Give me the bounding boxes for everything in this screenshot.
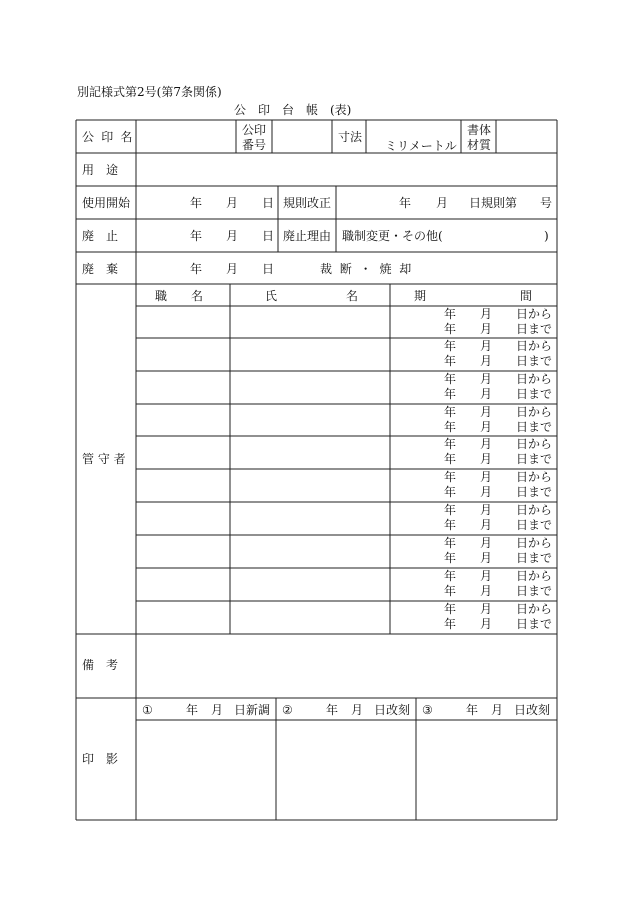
period-m-unit: 月: [480, 536, 493, 550]
seal-number-label-top: 公印: [242, 123, 267, 137]
size-label: 寸法: [338, 130, 363, 144]
period-m2-unit: 月: [480, 322, 493, 336]
impression-label: 印 影: [82, 752, 119, 766]
period-m-unit: 月: [480, 372, 493, 386]
start-of-use-label: 使用開始: [82, 196, 131, 210]
size-unit: ミリメートル: [385, 139, 457, 153]
period-from-unit: 日から: [516, 339, 553, 353]
period-from-unit: 日から: [516, 405, 553, 419]
period-to-unit: 日まで: [516, 551, 553, 565]
period-y-unit: 年: [444, 372, 457, 386]
period-m2-unit: 月: [480, 518, 493, 532]
period-from-unit: 日から: [516, 307, 553, 321]
period-m-unit: 月: [480, 470, 493, 484]
job-title-header: 職 名: [155, 289, 204, 303]
period-m-unit: 月: [480, 307, 493, 321]
period-m2-unit: 月: [480, 485, 493, 499]
revision-month-unit: 月: [436, 196, 449, 210]
period-y2-unit: 年: [444, 617, 457, 631]
period-to-unit: 日まで: [516, 322, 553, 336]
period-y-unit: 年: [444, 503, 457, 517]
period-y2-unit: 年: [444, 322, 457, 336]
material-label: 材質: [467, 138, 492, 152]
period-to-unit: 日まで: [516, 420, 553, 434]
font-style-label: 書体: [467, 123, 492, 137]
period-m-unit: 月: [480, 405, 493, 419]
impression-2-text: 日改刻: [374, 703, 411, 717]
abolish-year-unit: 年: [190, 229, 203, 243]
impression-2-year: 年: [326, 703, 339, 717]
abolish-day-unit: 日: [262, 229, 275, 243]
rule-revision-label: 規則改正: [283, 196, 332, 210]
period-m-unit: 月: [480, 602, 493, 616]
period-y-unit: 年: [444, 339, 457, 353]
period-to-unit: 日まで: [516, 617, 553, 631]
period-y2-unit: 年: [444, 485, 457, 499]
period-m-unit: 月: [480, 503, 493, 517]
period-m2-unit: 月: [480, 551, 493, 565]
period-m2-unit: 月: [480, 584, 493, 598]
period-y-unit: 年: [444, 602, 457, 616]
period-m2-unit: 月: [480, 354, 493, 368]
impression-2-number: ②: [282, 703, 293, 717]
impression-1-year: 年: [186, 703, 199, 717]
period-y2-unit: 年: [444, 551, 457, 565]
revision-rule-text: 日規則第: [469, 196, 518, 210]
period-from-unit: 日から: [516, 602, 553, 616]
period-y2-unit: 年: [444, 452, 457, 466]
name-header-first: 氏: [265, 289, 278, 303]
period-y-unit: 年: [444, 437, 457, 451]
period-y-unit: 年: [444, 307, 457, 321]
usage-label: 用 途: [82, 163, 119, 177]
start-year-unit: 年: [190, 196, 203, 210]
period-from-unit: 日から: [516, 536, 553, 550]
start-month-unit: 月: [226, 196, 239, 210]
period-to-unit: 日まで: [516, 584, 553, 598]
form-reference: 別記様式第2号(第7条関係): [77, 85, 222, 99]
start-day-unit: 日: [262, 196, 275, 210]
abolish-label: 廃 止: [82, 229, 119, 243]
custodian-label: 管 守 者: [82, 452, 126, 466]
period-to-unit: 日まで: [516, 452, 553, 466]
period-y-unit: 年: [444, 470, 457, 484]
abolish-reason-text: 職制変更・その他(: [342, 229, 443, 243]
period-to-unit: 日まで: [516, 387, 553, 401]
revision-number-unit: 号: [540, 196, 553, 210]
period-from-unit: 日から: [516, 372, 553, 386]
impression-1-number: ①: [142, 703, 153, 717]
period-m-unit: 月: [480, 569, 493, 583]
discard-method: 裁 断 ・ 焼 却: [320, 262, 412, 276]
period-y-unit: 年: [444, 569, 457, 583]
period-m-unit: 月: [480, 339, 493, 353]
remarks-label: 備 考: [82, 658, 119, 672]
period-m2-unit: 月: [480, 617, 493, 631]
period-y2-unit: 年: [444, 584, 457, 598]
period-y2-unit: 年: [444, 420, 457, 434]
abolish-month-unit: 月: [226, 229, 239, 243]
discard-label: 廃 棄: [82, 262, 119, 276]
impression-1-text: 日新調: [234, 703, 271, 717]
seal-number-label-bottom: 番号: [242, 138, 267, 152]
period-m2-unit: 月: [480, 387, 493, 401]
period-m2-unit: 月: [480, 420, 493, 434]
period-to-unit: 日まで: [516, 485, 553, 499]
impression-1-month: 月: [211, 703, 224, 717]
impression-3-month: 月: [491, 703, 504, 717]
period-to-unit: 日まで: [516, 354, 553, 368]
period-y2-unit: 年: [444, 387, 457, 401]
abolish-reason-close: ): [544, 229, 549, 243]
seal-name-label: 公印名: [82, 130, 140, 144]
impression-3-year: 年: [466, 703, 479, 717]
discard-month-unit: 月: [226, 262, 239, 276]
period-y-unit: 年: [444, 536, 457, 550]
abolish-reason-label: 廃止理由: [283, 229, 332, 243]
period-y2-unit: 年: [444, 518, 457, 532]
revision-year-unit: 年: [399, 196, 412, 210]
impression-2-month: 月: [351, 703, 364, 717]
period-header-first: 期: [414, 289, 427, 303]
form-title: 公 印 台 帳 (表): [234, 103, 352, 117]
period-to-unit: 日まで: [516, 518, 553, 532]
period-y-unit: 年: [444, 405, 457, 419]
period-y2-unit: 年: [444, 354, 457, 368]
name-header-second: 名: [346, 289, 359, 303]
discard-day-unit: 日: [262, 262, 275, 276]
period-m2-unit: 月: [480, 452, 493, 466]
period-from-unit: 日から: [516, 503, 553, 517]
discard-year-unit: 年: [190, 262, 203, 276]
impression-3-text: 日改刻: [514, 703, 551, 717]
impression-3-number: ③: [422, 703, 433, 717]
period-from-unit: 日から: [516, 437, 553, 451]
period-from-unit: 日から: [516, 569, 553, 583]
period-from-unit: 日から: [516, 470, 553, 484]
period-header-second: 間: [520, 289, 533, 303]
period-m-unit: 月: [480, 437, 493, 451]
